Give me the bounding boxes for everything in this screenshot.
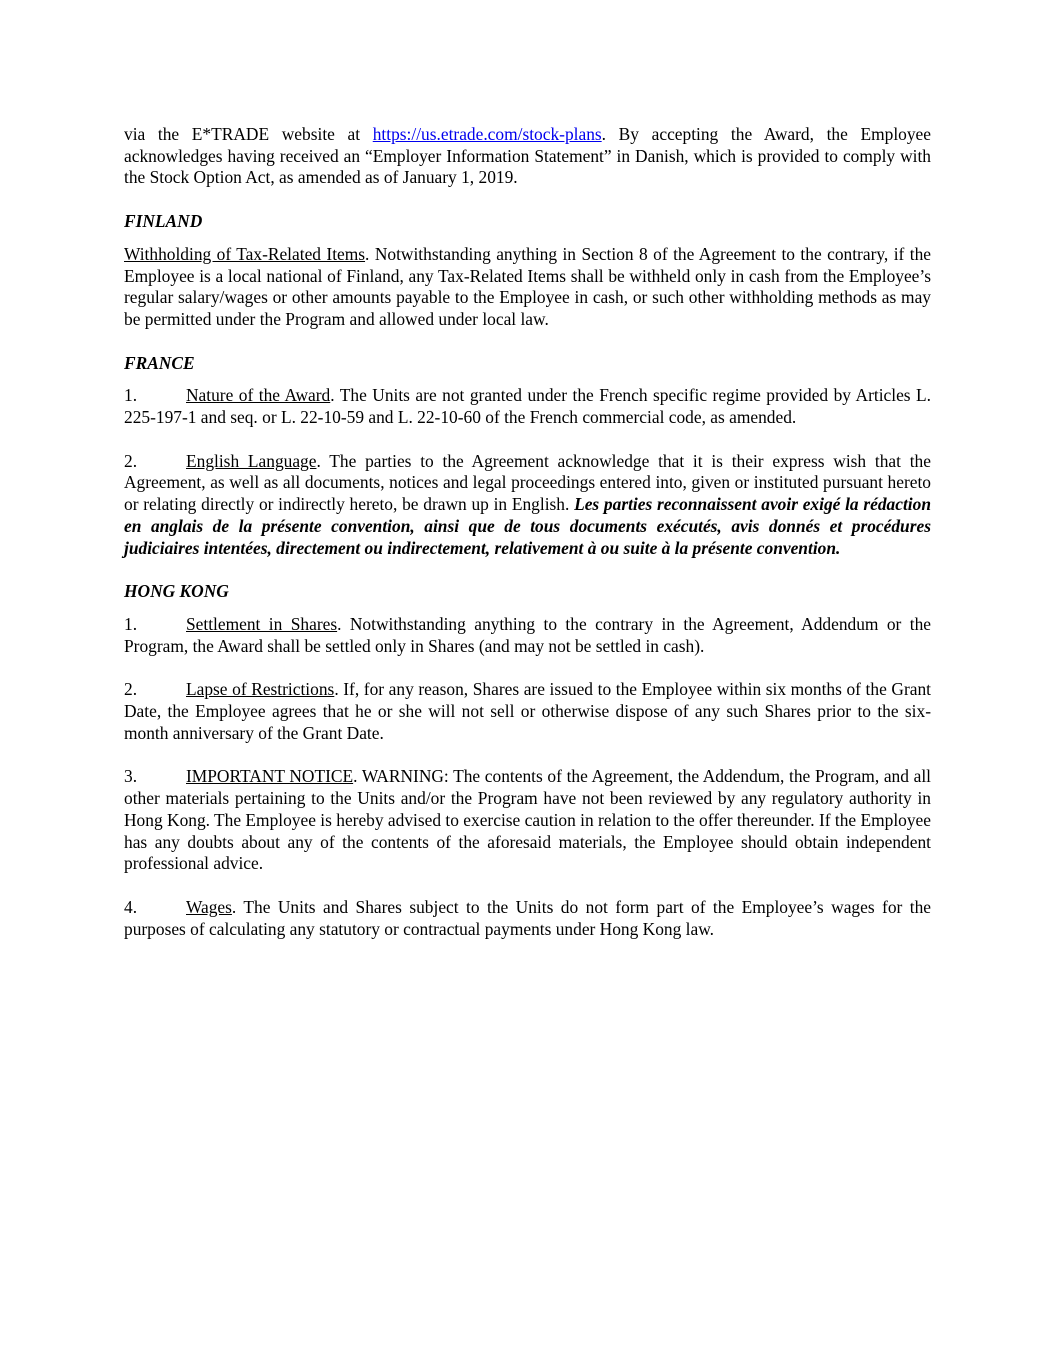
etrade-link[interactable]: https://us.etrade.com/stock-plans	[372, 124, 602, 144]
france-item-1-title: Nature of the Award	[186, 385, 331, 406]
hong-kong-item-3	[124, 766, 931, 875]
hong-kong-item-2-number: 2.	[124, 679, 138, 700]
intro-paragraph	[124, 124, 931, 189]
hong-kong-item-3-title: IMPORTANT NOTICE	[186, 766, 354, 787]
hong-kong-heading: HONG KONG	[124, 581, 229, 602]
hong-kong-item-3-number: 3.	[124, 766, 138, 787]
finland-item-title: Withholding of Tax-Related Items	[124, 243, 366, 264]
hong-kong-item-4-title: Wages	[186, 896, 232, 917]
france-item-2-body: . The parties to the Agreement acknowledge that it is their express wish that the Agreement, as well as all documents, notices and legal proceedings entered into, given or instituted pursuant hereto or relating directly or indirectly hereto, be drawn up in English.	[124, 450, 931, 515]
hong-kong-item-1	[124, 614, 931, 657]
hong-kong-item-2-body: . If, for any reason, Shares are issued to the Employee within six months of the Grant Date, the Employee agrees that he or she will not sell or otherwise dispose of any such Shares prior to the six-month anniversary of the Grant Date.	[124, 679, 931, 743]
france-item-2-french-text: Les parties reconnaissent avoir exigé la rédaction en anglais de la présente convention, ainsi que de tous documents exécutés, avis donnés et procédures judiciaires intentées, directement ou indirectement, relativement à ou suite à la présente convention.	[124, 494, 931, 558]
intro-text-a: via the E*TRADE website at	[124, 124, 373, 144]
france-item-2-number: 2.	[124, 450, 138, 471]
hong-kong-item-1-number: 1.	[124, 613, 138, 634]
france-item-1	[124, 385, 931, 428]
france-heading: FRANCE	[124, 352, 195, 373]
hong-kong-item-3-body: . WARNING: The contents of the Agreement, the Addendum, the Program, and all other materials pertaining to the Units and/or the Program have not been reviewed by any regulatory authority in Hong Kong. The Employee is hereby advised to exercise caution in relation to the offer thereunder. If the Employee has any doubts about any of the contents of the aforesaid materials, the Employee should obtain independent professional advice.	[124, 766, 931, 874]
france-item-2	[124, 451, 931, 560]
hong-kong-item-4-body: . The Units and Shares subject to the Units do not form part of the Employee’s wages for the purposes of calculating any statutory or contractual payments under Hong Kong law.	[124, 896, 931, 939]
hong-kong-item-1-title: Settlement in Shares	[186, 613, 338, 634]
hong-kong-item-4-number: 4.	[124, 896, 138, 917]
finland-paragraph	[124, 244, 931, 331]
france-item-1-number: 1.	[124, 385, 138, 406]
hong-kong-item-2-title: Lapse of Restrictions	[186, 679, 335, 700]
finland-item-body: . Notwithstanding anything in Section 8 of the Agreement to the contrary, if the Employee is a local national of Finland, any Tax-Related Items shall be withheld only in cash from the Employee’s regular salary/wages or other amounts payable to the Employee in cash, or such other withholding methods as may be permitted under the Program and allowed under local law.	[124, 243, 931, 329]
finland-heading: FINLAND	[124, 211, 203, 232]
intro-text-b: . By accepting the Award, the Employee acknowledges having received an “Employer Information Statement” in Danish, which is provided to comply with the Stock Option Act, as amended as of January 1, 2019.	[124, 124, 931, 188]
france-item-1-body: . The Units are not granted under the French specific regime provided by Articles L. 225-197-1 and seq. or L. 22-10-59 and L. 22-10-60 of the French commercial code, as amended.	[124, 385, 932, 428]
hong-kong-item-1-body: . Notwithstanding anything to the contrary in the Agreement, Addendum or the Program, the Award shall be settled only in Shares (and may not be settled in cash).	[124, 613, 931, 656]
hong-kong-item-4	[124, 897, 931, 940]
hong-kong-item-2	[124, 679, 931, 744]
document-page	[124, 124, 931, 940]
france-item-2-title: English Language	[186, 450, 317, 471]
